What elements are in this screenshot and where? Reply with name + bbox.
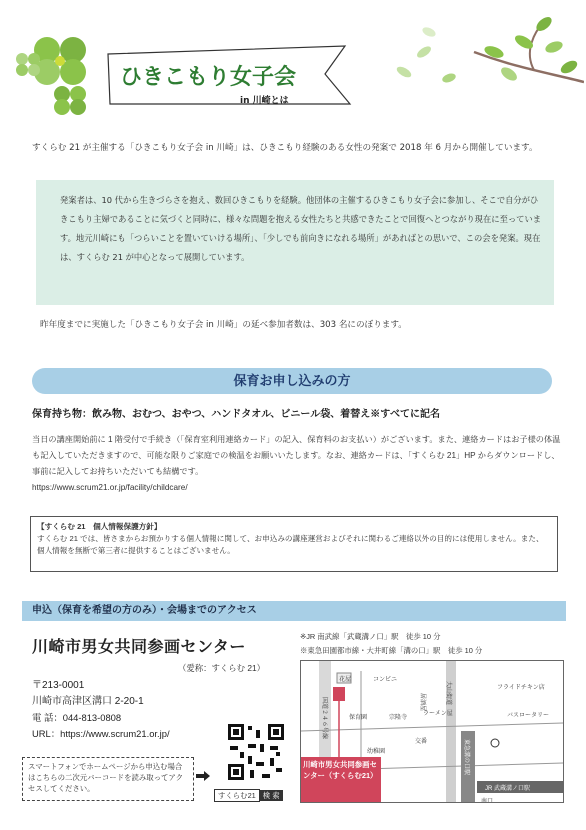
map-label-musashi: JR 武蔵溝ノ口駅 (485, 786, 531, 792)
search-button[interactable]: 検 索 (260, 790, 283, 801)
map-label-nursery: 保育園 (349, 715, 368, 721)
map-label-kindergarten: 幼稚園 (367, 749, 386, 755)
map-label-temple: 宗隆寺 (389, 715, 408, 721)
map-label-conveni: コンビニ (373, 677, 398, 683)
map-center-label: 川崎市男女共同参画センター（すくらむ21） (303, 760, 378, 780)
address: 川崎市高津区溝口 2-20-1 (32, 696, 144, 707)
map-label-oyama: 大山街道 (445, 681, 451, 706)
privacy-body: すくらむ 21 では、皆さまからお預かりする個人情報に関して、お申込みの講座運営およびそれに関わるご連絡以外の目的には使用しません。また、個人情報を無断で第三者に提供することはございません。 (37, 534, 544, 555)
map-label-izakaya: 居酒屋 (419, 693, 425, 712)
privacy-title: 【すくらむ 21 個人情報保護方針】 (37, 522, 162, 531)
quote-text: 発案者は、10 代から生きづらさを抱え、数回ひきこもりを経験。他団体の主催するひきこもり女子会に参加し、そこで自分がひきこもり主婦であることに気づくと同時に、様々な問題を抱える女性たちと共感できたことで回復へとつながり現在に至っています。地元川崎にも「つらいことを置いていける場所」、「少しでも前向きになれる場所」があればとの思いで、この会を発案。現在は、すくらむ 21 が中心となって展開しています。 (60, 195, 542, 262)
childcare-paragraph (32, 432, 562, 496)
map-center-marker (333, 687, 345, 701)
privacy-box (30, 516, 558, 572)
map-label-road246: 国道２４６号線 (321, 697, 327, 740)
leaf-branch-icon (384, 12, 584, 112)
search-tag (214, 790, 283, 801)
childcare-paragraph-text: 当日の講座開始前に 1 階受付で手続き（「保育室利用連絡カード」の記入、保育料のお支払い）がございます。また、連絡カードはお子様の体温も記入していただきますので、可能な限りご家庭での検温をお願いいたします。なお、連絡カードは、「すくらむ 21」HP からダウンロードし、事前に記入してお持ちいただいても結構です。 (32, 435, 561, 476)
header-banner (0, 18, 380, 128)
map-svg (301, 661, 563, 802)
qr-code-icon[interactable] (226, 722, 286, 782)
stats-text: 昨年度までに実施した「ひきこもり女子会 in 川崎」の延べ参加者数は、303 名にのぼります。 (40, 320, 407, 330)
map-label-mizonokuchi: 東急溝の口駅 (463, 739, 469, 776)
childcare-url-link[interactable]: https://www.scrum21.or.jp/facility/childcare/ (32, 483, 188, 492)
childcare-heading: 保育お申し込みの方 (32, 368, 552, 394)
access-heading: 申込（保育を希望の方のみ）・会場までのアクセス (22, 601, 566, 621)
intro-text: すくらむ 21 が主催する「ひきこもり女子会 in 川崎」は、ひきこもり経験のある女性の発案で 2018 年 6 月から開催しています。 (32, 143, 538, 153)
map-koban-icon (491, 739, 499, 747)
clover-icon (54, 86, 86, 115)
phone: 電 話：044-813-0808 (32, 712, 122, 723)
map-label-ramen: ラーメン屋 (423, 711, 453, 717)
access-map (300, 660, 564, 803)
arrow-right-icon (196, 771, 210, 781)
postal-code: 〒213-0001 (32, 680, 85, 691)
center-name: 川崎市男女共同参画センター (32, 639, 246, 656)
qr-instruction: スマートフォンでホームページから申込む場合はこちらの二次元バーコードを読み取ってアクセスしてください。 (22, 757, 194, 801)
clover-icon (34, 37, 86, 85)
map-label-fried: フライドチキン店 (497, 685, 545, 691)
page-subtitle: in 川崎とは (240, 96, 289, 106)
center-nickname: （愛称：すくらむ 21） (178, 663, 266, 673)
map-label-minamiguchi: 南口 (481, 799, 494, 802)
map-label-koban: 交番 (415, 739, 428, 745)
childcare-items: 保育持ち物：飲み物、おむつ、おやつ、ハンドタオル、ビニール袋、着替え※すべてに記名 (32, 409, 440, 420)
center-url-link[interactable]: URL：https://www.scrum21.or.jp/ (32, 728, 170, 739)
map-label-flower: 花屋 (339, 677, 352, 683)
access-note-tokyu: ※東急田園都市線・大井町線「溝の口」駅 徒歩 10 分 (300, 646, 483, 655)
map-label-bus: バスロータリー (507, 713, 550, 719)
search-label: すくらむ21 (214, 789, 260, 802)
access-note-jr: ※JR 南武線「武蔵溝ノ口」駅 徒歩 10 分 (300, 632, 441, 641)
page-title: ひきこもり女子会 (120, 65, 297, 90)
